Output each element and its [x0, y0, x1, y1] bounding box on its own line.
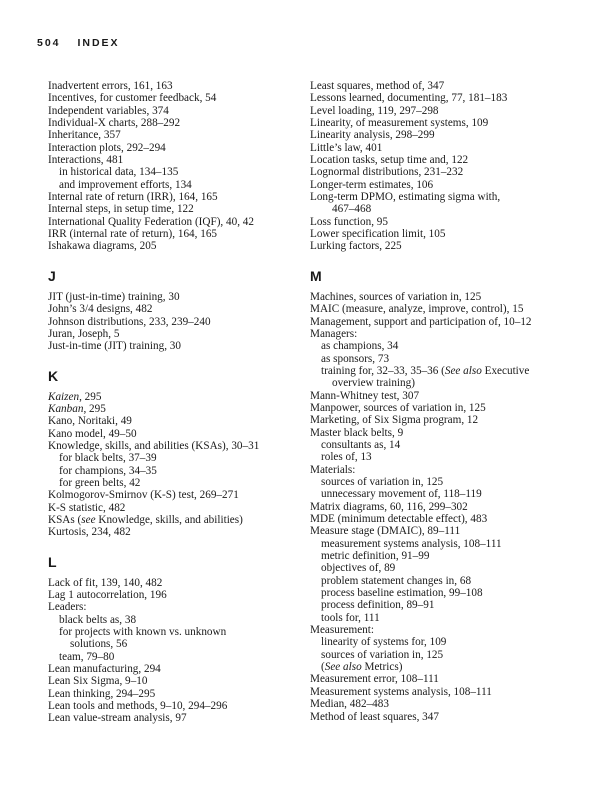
index-entry: Juran, Joseph, 5	[48, 327, 120, 340]
index-entry: Long-term DPMO, estimating sigma with,	[310, 191, 501, 204]
index-entry: Measure stage (DMAIC), 89–111	[310, 525, 461, 538]
index-entry: Kurtosis, 234, 482	[48, 526, 131, 539]
index-entry: Median, 482–483	[310, 698, 389, 711]
spacer	[48, 253, 308, 267]
index-entry: Materials:	[310, 463, 356, 476]
section-letter-heading: K	[48, 367, 59, 384]
index-entry: Inheritance, 357	[48, 129, 121, 142]
index-entry: Lognormal distributions, 231–232	[310, 166, 464, 179]
index-entry: K-S statistic, 482	[48, 501, 126, 514]
index-entry: Individual-X charts, 288–292	[48, 117, 181, 130]
index-entry	[48, 514, 308, 526]
index-entry: Lean thinking, 294–295	[48, 687, 156, 700]
index-entry: Lean tools and methods, 9–10, 294–296	[48, 700, 228, 713]
entry-text: training for, 32–33, 35–36 (	[321, 364, 445, 377]
index-entry: Measurement error, 108–111	[310, 673, 439, 686]
index-entry: Measurement:	[310, 624, 374, 637]
index-entry: Lean manufacturing, 294	[48, 663, 161, 676]
index-subentry: sources of variation in, 125	[321, 648, 444, 661]
index-entry: Method of least squares, 347	[310, 710, 439, 723]
index-subentry: solutions, 56	[70, 638, 128, 651]
index-subentry: for champions, 34–35	[59, 464, 157, 477]
index-subentry: linearity of systems for, 109	[321, 636, 447, 649]
index-subentry: overview training)	[332, 377, 415, 390]
index-entry: Master black belts, 9	[310, 426, 404, 439]
index-entry: Lessons learned, documenting, 77, 181–183	[310, 92, 508, 105]
italic-cross-reference: see	[81, 513, 96, 526]
index-entry: Knowledge, skills, and abilities (KSAs), 30–31	[48, 439, 260, 452]
index-entry: Inadvertent errors, 161, 163	[48, 80, 173, 92]
index-subentry: team, 79–80	[59, 650, 115, 663]
index-subentry	[310, 661, 570, 673]
index-entry: Longer-term estimates, 106	[310, 178, 434, 191]
index-entry: John’s 3/4 designs, 482	[48, 303, 153, 316]
index-entry: JIT (just-in-time) training, 30	[48, 290, 180, 303]
index-entry: Little’s law, 401	[310, 141, 383, 154]
index-entry: Interactions, 481	[48, 154, 124, 167]
spacer	[48, 353, 308, 367]
index-entry: Linearity analysis, 298–299	[310, 129, 435, 142]
index-entry: Manpower, sources of variation in, 125	[310, 401, 486, 414]
index-entry: Johnson distributions, 233, 239–240	[48, 315, 211, 328]
index-entry: Location tasks, setup time and, 122	[310, 154, 469, 167]
index-subentry: tools for, 111	[321, 611, 380, 624]
index-subentry: in historical data, 134–135	[59, 166, 179, 179]
index-subentry: as champions, 34	[321, 340, 399, 353]
index-subentry: unnecessary movement of, 118–119	[321, 488, 482, 501]
index-subentry: for green belts, 42	[59, 476, 141, 489]
italic-cross-reference: See also	[444, 364, 482, 377]
index-entry: Interaction plots, 292–294	[48, 141, 166, 154]
index-entry: Lower specification limit, 105	[310, 228, 446, 241]
section-letter-heading: L	[48, 553, 57, 570]
italic-cross-reference: See also	[324, 661, 362, 674]
index-entry: Internal rate of return (IRR), 164, 165	[48, 191, 218, 204]
index-column-left	[48, 80, 308, 725]
index-entry: Machines, sources of variation in, 125	[310, 290, 482, 303]
running-head: INDEX	[77, 37, 120, 49]
entry-text: , 295	[79, 390, 102, 403]
index-entry: Mann-Whitney test, 307	[310, 389, 420, 402]
index-subentry: metric definition, 91–99	[321, 550, 430, 563]
entry-text-continued: Executive	[481, 364, 530, 377]
index-entry: Loss function, 95	[310, 215, 388, 228]
index-subentry: for projects with known vs. unknown	[59, 626, 227, 639]
spacer	[48, 539, 308, 553]
italic-term: Kaizen	[48, 390, 80, 403]
index-entry: Marketing, of Six Sigma program, 12	[310, 414, 479, 427]
index-entry: Internal steps, in setup time, 122	[48, 203, 194, 216]
index-subentry: as sponsors, 73	[321, 352, 390, 365]
index-entry: Management, support and participation of, 10–12	[310, 315, 532, 328]
index-entry: Kano, Noritaki, 49	[48, 415, 132, 428]
index-entry: Managers:	[310, 327, 358, 340]
index-entry: Lean Six Sigma, 9–10	[48, 675, 148, 688]
index-subentry: objectives of, 89	[321, 562, 396, 575]
index-subentry: measurement systems analysis, 108–111	[321, 537, 502, 550]
entry-text-continued: Knowledge, skills, and abilities)	[95, 513, 243, 526]
index-entry: Lurking factors, 225	[310, 240, 402, 253]
index-entry: MAIC (measure, analyze, improve, control), 15	[310, 303, 524, 316]
index-subentry: for black belts, 37–39	[59, 452, 157, 465]
page-number: 504	[37, 37, 61, 49]
index-entry: Lag 1 autocorrelation, 196	[48, 589, 167, 601]
index-entry: Kano model, 49–50	[48, 427, 137, 440]
index-entry: Linearity, of measurement systems, 109	[310, 117, 489, 130]
index-entry: Leaders:	[48, 601, 87, 614]
index-subentry	[310, 365, 570, 377]
section-letter-heading: M	[310, 267, 322, 284]
section-letter-heading: J	[48, 267, 56, 284]
index-entry	[48, 391, 308, 403]
index-subentry: consultants as, 14	[321, 438, 401, 451]
index-entry: International Quality Federation (IQF), 40, 42	[48, 215, 254, 228]
index-entry: Least squares, method of, 347	[310, 80, 445, 92]
index-subentry: process definition, 89–91	[321, 599, 435, 612]
index-entry: Kolmogorov-Smirnov (K-S) test, 269–271	[48, 489, 239, 502]
index-entry: Incentives, for customer feedback, 54	[48, 92, 217, 105]
index-subentry: problem statement changes in, 68	[321, 574, 472, 587]
entry-text: (	[321, 661, 325, 674]
index-column-right	[310, 80, 570, 723]
index-entry: Just-in-time (JIT) training, 30	[48, 340, 181, 353]
index-entry: MDE (minimum detectable effect), 483	[310, 513, 488, 525]
page-header	[37, 37, 120, 49]
index-entry: Level loading, 119, 297–298	[310, 104, 439, 117]
index-subentry: process baseline estimation, 99–108	[321, 587, 483, 600]
index-entry: Independent variables, 374	[48, 104, 169, 117]
index-entry: Ishakawa diagrams, 205	[48, 240, 157, 253]
index-subentry: black belts as, 38	[59, 613, 137, 626]
index-subentry: roles of, 13	[321, 451, 372, 464]
italic-term: Kanban	[48, 402, 84, 415]
spacer	[310, 253, 570, 267]
entry-text-continued: Metrics)	[361, 661, 403, 674]
index-subentry: sources of variation in, 125	[321, 475, 444, 488]
index-entry	[48, 403, 308, 415]
index-entry: Measurement systems analysis, 108–111	[310, 685, 492, 698]
index-entry: Matrix diagrams, 60, 116, 299–302	[310, 500, 468, 513]
entry-text: , 295	[83, 402, 106, 415]
entry-text: KSAs (	[48, 513, 82, 526]
index-entry: Lean value-stream analysis, 97	[48, 712, 187, 725]
index-subentry: 467–468	[332, 203, 372, 216]
index-subentry: and improvement efforts, 134	[59, 178, 192, 191]
index-entry: Lack of fit, 139, 140, 482	[48, 576, 163, 589]
index-entry: IRR (internal rate of return), 164, 165	[48, 228, 218, 241]
